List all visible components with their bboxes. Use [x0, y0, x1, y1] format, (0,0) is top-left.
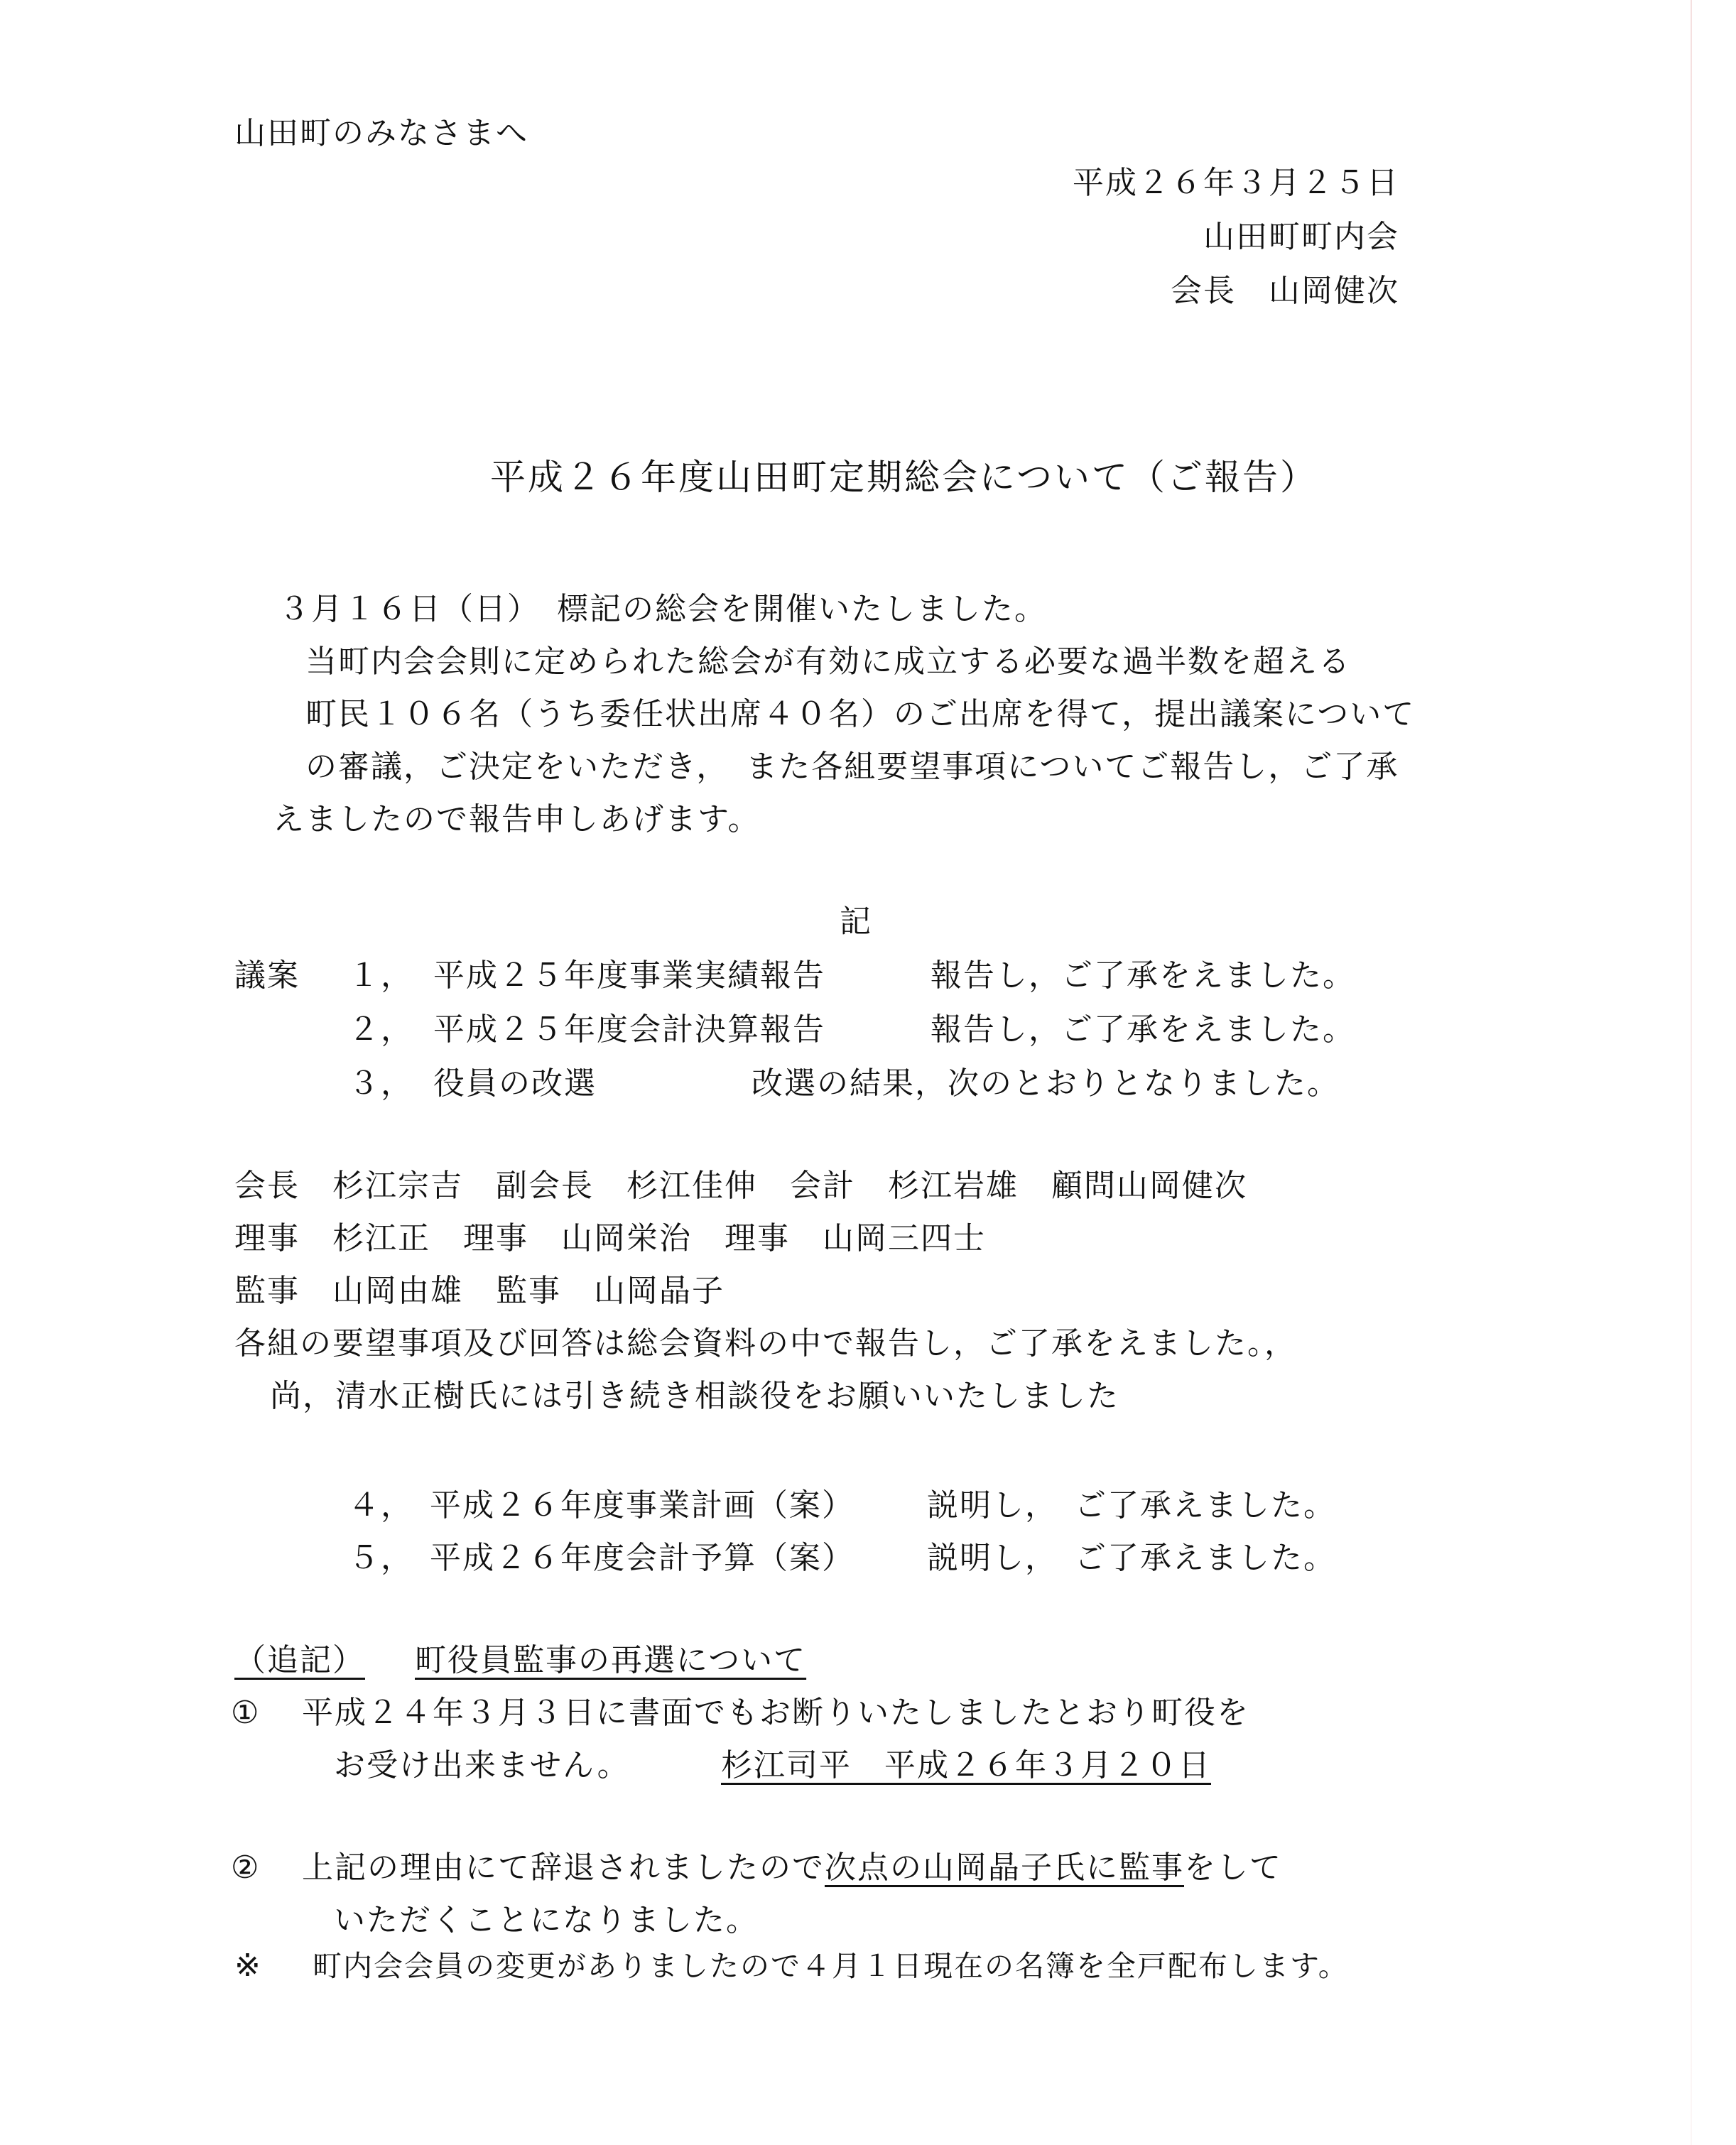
note-text: 町内会会員の変更がありましたので４月１日現在の名簿を全戸配布します。 — [313, 1949, 1349, 1983]
agenda-item-3-num: ３， — [348, 1065, 413, 1102]
agenda-item-2-name: 平成２５年度会計決算報告 — [433, 1011, 825, 1048]
scan-edge-line — [1691, 0, 1692, 2145]
intro-line-1: ３月１６日（日） 標記の総会を開催いたしました。 — [278, 591, 1047, 627]
agenda-item-1-num: １， — [348, 957, 413, 994]
agenda-item-4-num: ４， — [348, 1487, 413, 1524]
postscript-item-2-line-1 — [302, 1848, 1282, 1888]
agenda-item-3-result: 改選の結果，次のとおりとなりました。 — [752, 1065, 1340, 1102]
agenda-item-4-result: 説明し， ご了承えました。 — [927, 1487, 1336, 1524]
intro-line-2: 当町内会会則に定められた総会が有効に成立する必要な過半数を超える — [305, 644, 1351, 680]
postscript-item-1-mark: ① — [231, 1695, 261, 1731]
agenda-label: 議案 — [234, 957, 300, 994]
agenda-item-5-result: 説明し， ご了承えました。 — [927, 1540, 1336, 1576]
ki-heading: 記 — [840, 903, 872, 940]
issuer-org: 山田町町内会 — [1203, 219, 1399, 255]
intro-line-4: の審議，ご決定をいただき， また各組要望事項についてご報告し，ご了承 — [305, 749, 1399, 785]
agenda-item-2-result: 報告し，ご了承をえました。 — [931, 1011, 1355, 1048]
intro-line-3: 町民１０６名（うち委任状出席４０名）のご出席を得て，提出議案について — [305, 696, 1416, 732]
officers-note-1: 各組の要望事項及び回答は総会資料の中で報告し，ご了承をえました。， — [234, 1325, 1297, 1362]
agenda-item-2-num: ２， — [348, 1011, 413, 1048]
postscript-label: （追記） — [234, 1642, 365, 1678]
postscript-item-1-line-2b: 杉江司平 平成２６年３月２０日 — [721, 1747, 1211, 1783]
officers-row-1: 会長 杉江宗吉 副会長 杉江佳伸 会計 杉江岩雄 顧問山岡健次 — [234, 1168, 1247, 1204]
addressee: 山田町のみなさまへ — [234, 115, 528, 151]
note-mark: ※ — [234, 1948, 262, 1984]
agenda-item-5-name: 平成２６年度会計予算（案） — [430, 1540, 855, 1576]
officers-row-3: 監事 山岡由雄 監事 山岡晶子 — [234, 1273, 725, 1309]
intro-line-5: えましたので報告申しあげます。 — [273, 801, 761, 837]
page-title: 平成２６年度山田町定期総会について（ご報告） — [490, 457, 1318, 498]
postscript-item-2-mark: ② — [231, 1850, 261, 1886]
agenda-item-1-result: 報告し，ご了承をえました。 — [931, 957, 1355, 994]
postscript-item-2-line-1c: をして — [1184, 1850, 1282, 1886]
postscript-item-2-line-1a: 上記の理由にて辞退されましたので — [302, 1850, 825, 1886]
agenda-item-5-num: ５， — [348, 1540, 413, 1576]
postscript-heading: 町役員監事の再選について — [415, 1642, 807, 1678]
officers-row-2: 理事 杉江正 理事 山岡栄治 理事 山岡三四士 — [234, 1220, 986, 1256]
postscript-item-1-line-1: 平成２４年３月３日に書面でもお断りいたしましたとおり町役を — [302, 1695, 1249, 1731]
postscript-item-1-line-2a: お受け出来ません。 — [334, 1747, 630, 1783]
agenda-item-1-name: 平成２５年度事業実績報告 — [433, 957, 825, 994]
postscript-heading-row — [234, 1641, 852, 1680]
issue-date: 平成２６年３月２５日 — [1073, 165, 1399, 201]
agenda-item-4-name: 平成２６年度事業計画（案） — [430, 1487, 855, 1524]
agenda-item-3-name: 役員の改選 — [433, 1065, 597, 1102]
postscript-item-2-line-1b: 次点の山岡晶子氏に監事 — [825, 1850, 1184, 1886]
postscript-item-2-line-2: いただくことになりました。 — [334, 1902, 759, 1938]
officers-note-2: 尚，清水正樹氏には引き続き相談役をお願いいたしました — [270, 1378, 1119, 1414]
issuer-president: 会長 山岡健次 — [1171, 273, 1399, 309]
